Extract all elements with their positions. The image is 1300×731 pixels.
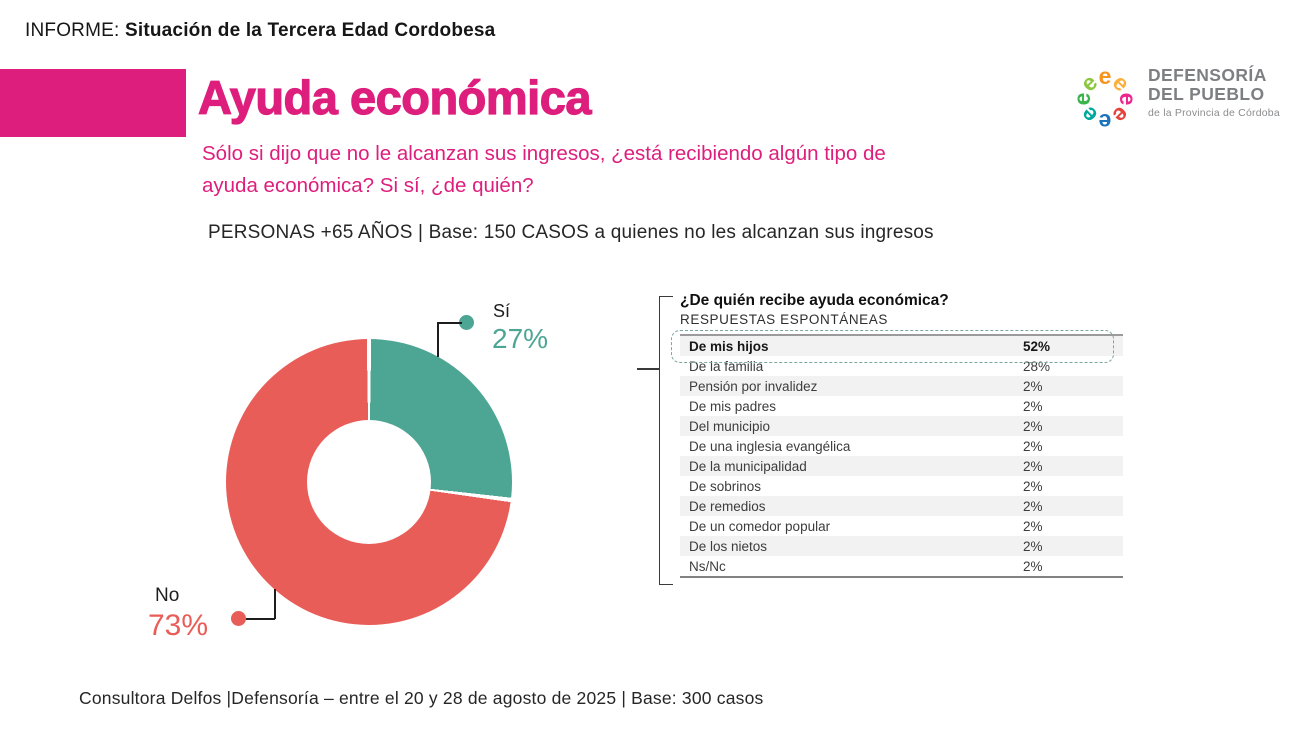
- table-row: [680, 336, 1123, 356]
- logo-petal-icon: e: [1075, 69, 1103, 97]
- row-label: De mis hijos: [689, 338, 769, 354]
- subtitle-line-2: ayuda económica? Si sí, ¿de quién?: [202, 174, 534, 197]
- row-label: De la familia: [689, 358, 764, 374]
- base-note: PERSONAS +65 AÑOS | Base: 150 CASOS a quienes no les alcanzan sus ingresos: [208, 222, 934, 243]
- donut-chart: [226, 339, 512, 625]
- row-value: 2%: [1023, 378, 1043, 394]
- logo-tagline: de la Provincia de Córdoba: [1148, 107, 1280, 119]
- row-label: De un comedor popular: [689, 518, 831, 534]
- aid-table-body: [680, 334, 1123, 578]
- no-label: No: [155, 585, 180, 606]
- table-row: [680, 356, 1123, 376]
- page-title: Ayuda económica: [198, 71, 591, 124]
- row-value: 28%: [1023, 358, 1051, 374]
- table-bracket: [659, 296, 673, 585]
- table-row: [680, 556, 1123, 576]
- no-value: 73%: [148, 609, 209, 642]
- row-label: De una inglesia evangélica: [689, 438, 851, 454]
- logo-text: [1148, 66, 1280, 119]
- row-label: De los nietos: [689, 538, 768, 554]
- report-title: Situación de la Tercera Edad Cordobesa: [124, 20, 496, 41]
- table-row: [680, 396, 1123, 416]
- row-label: Pensión por invalidez: [689, 378, 818, 394]
- row-value: 2%: [1023, 498, 1043, 514]
- row-value: 2%: [1023, 518, 1043, 534]
- row-label: De la municipalidad: [689, 458, 807, 474]
- table-row: [680, 536, 1123, 556]
- si-value: 27%: [492, 323, 549, 354]
- row-value: 2%: [1023, 398, 1043, 414]
- page-subtitle: [202, 138, 886, 202]
- no-callout-line-v: [274, 589, 276, 619]
- row-label: Del municipio: [689, 418, 771, 434]
- defensoria-logo: [1069, 60, 1282, 144]
- accent-bar: [0, 69, 186, 137]
- logo-name-line1: DEFENSORÍA: [1148, 65, 1267, 85]
- row-value: 52%: [1023, 338, 1051, 354]
- table-row: [680, 476, 1123, 496]
- aid-sources-table: [680, 291, 1123, 578]
- logo-petal-icon: e: [1075, 101, 1103, 129]
- si-label: Sí: [493, 301, 511, 321]
- row-label: De sobrinos: [689, 478, 762, 494]
- donut-hole: [307, 420, 431, 544]
- row-value: 2%: [1023, 478, 1043, 494]
- row-label: De mis padres: [689, 398, 777, 414]
- table-row: [680, 376, 1123, 396]
- table-bracket-tick: [637, 368, 660, 370]
- report-prefix: INFORME:: [25, 20, 120, 41]
- table-row: [680, 456, 1123, 476]
- row-value: 2%: [1023, 538, 1043, 554]
- no-callout-dot: [231, 611, 246, 626]
- table-subtitle: RESPUESTAS ESPONTÁNEAS: [680, 312, 889, 327]
- si-callout-line-h: [437, 322, 462, 324]
- row-value: 2%: [1023, 458, 1043, 474]
- table-row: [680, 516, 1123, 536]
- table-row: [680, 496, 1123, 516]
- defensoria-logo-icon: e e e e e e e e: [1069, 63, 1141, 135]
- subtitle-line-1: Sólo si dijo que no le alcanzan sus ingresos, ¿está recibiendo algún tipo de: [202, 142, 886, 165]
- row-label: De remedios: [689, 498, 766, 514]
- table-row: [680, 416, 1123, 436]
- row-value: 2%: [1023, 438, 1043, 454]
- report-header: [25, 20, 495, 42]
- table-row: [680, 436, 1123, 456]
- logo-name-line2: DEL PUEBLO: [1148, 84, 1265, 104]
- table-title: ¿De quién recibe ayuda económica?: [680, 292, 949, 309]
- si-callout-line-v: [437, 322, 439, 357]
- logo-petal-icon: e: [1107, 69, 1135, 97]
- row-value: 2%: [1023, 558, 1043, 574]
- row-label: Ns/Nc: [689, 558, 726, 574]
- row-value: 2%: [1023, 418, 1043, 434]
- footer-note: Consultora Delfos |Defensoría – entre el 20 y 28 de agosto de 2025 | Base: 300 casos: [79, 688, 764, 708]
- no-callout-line-h: [246, 618, 275, 620]
- logo-petal-icon: e: [1107, 101, 1135, 129]
